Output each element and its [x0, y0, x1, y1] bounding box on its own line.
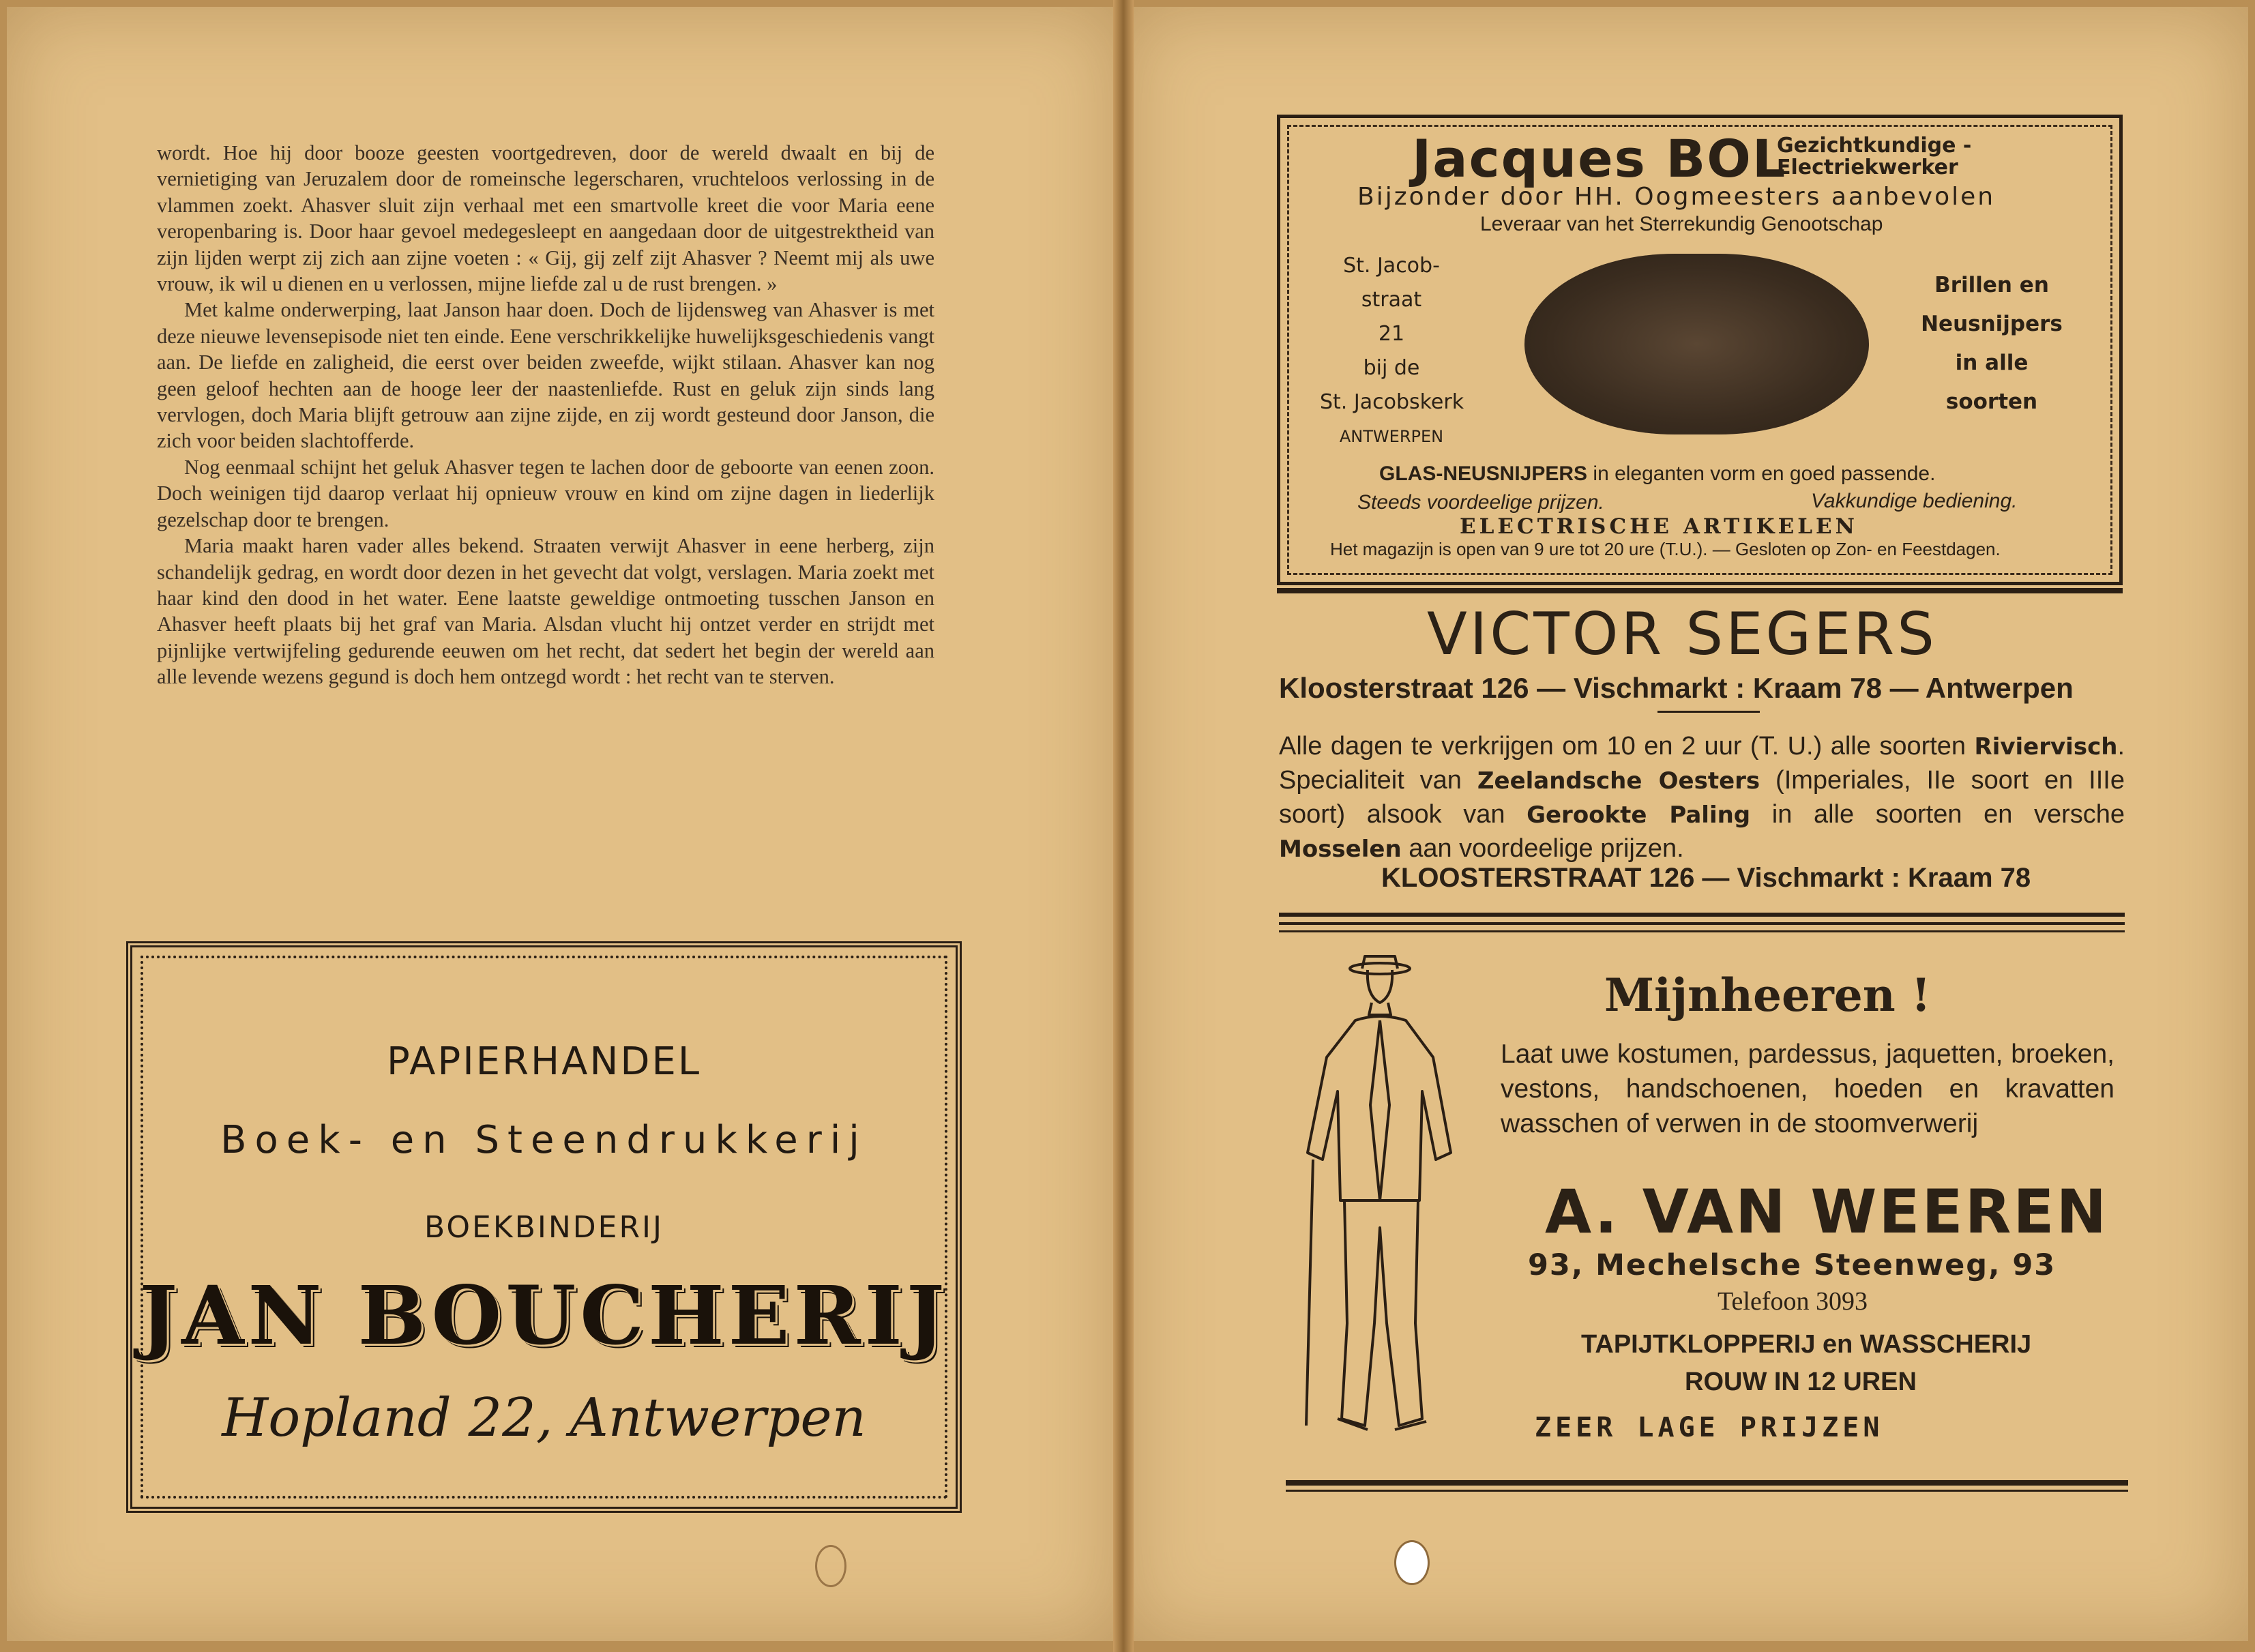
glas-rest: in eleganten vorm en goed passende.: [1587, 462, 1936, 485]
divider-rule: [1279, 913, 2125, 917]
book-spine: [1113, 0, 1134, 1652]
address-line: bij de: [1363, 356, 1420, 380]
ad-company-name: Jacques BOL: [1412, 128, 1787, 189]
divider-rule: [1279, 922, 2125, 925]
ad-address: Hopland 22, Antwerpen: [222, 1387, 866, 1449]
keyword: Mosselen: [1279, 836, 1402, 863]
ad-papierhandel: [126, 941, 962, 1513]
product-line: in alle: [1955, 351, 2029, 375]
divider-rule: [1279, 930, 2125, 932]
paragraph: wordt. Hoe hij door booze geesten voortgedreven, door de wereld dwaalt en bij de vernietiging van Jeruzalem door de romeinsche legerscharen, vruchteloos verlossing in de vlammen zoekt. Ahasver sluit zijn verhaal met een smartvolle kreet die voor Maria eene veropenbaring is. Door haar gevoel medegesleept en aangedaan door de uitgestrektheid van zijn lijden werpt zij zich aan zijne voeten : « Gij, gij zelf zijt Ahasver ? Neemt mij als uwe vrouw, ik wil u dienen en u verlossen, mijne liefde zal u de rust brengen. »: [157, 141, 934, 296]
ad-body: Laat uwe kostumen, pardessus, jaquetten, broeken, vestons, handschoenen, hoeden en kravatten wasschen of verwen in de stoomverwerij: [1501, 1039, 2114, 1138]
ad-title: Mijnheeren !: [1604, 969, 1931, 1022]
recommendation: Bijzonder door HH. Oogmeesters aanbevolen: [1357, 183, 1996, 211]
divider-rule: [1277, 588, 2123, 593]
punch-hole-left: [815, 1545, 846, 1587]
text-run: . Specialiteit van: [1279, 732, 2125, 795]
product-line: Brillen en: [1934, 273, 2049, 297]
ad-prices: ZEER LAGE PRIJZEN: [1535, 1412, 1884, 1443]
ad-footer: KLOOSTERSTRAAT 126 — Vischmarkt : Kraam 78: [1381, 863, 2031, 893]
paragraph: Met kalme onderwerping, laat Janson haar doen. Doch de lijdensweg van Ahasver is met deze nieuwe levensepisode niet ten einde. Eene verschrikkelijke huwelijksgeschiedenis vangt aan. De liefde en zaligheid, die eerst over beiden zweefde, wijkt stilaan. Ahasver kan nog geen geloof hechten aan de hooge leer der naastenliefde. Rust en geluk zijn sinds lang vervlogen, doch Maria blijft getrouw aan zijne zijde, en zij wordt gesteund door Janson, die zich voor beiden slachtofferde.: [157, 298, 934, 453]
ad-phone: Telefoon 3093: [1718, 1287, 1868, 1316]
address-line: straat: [1361, 288, 1422, 312]
text-run: in alle soorten en versche: [1750, 800, 2125, 829]
keyword: Zeelandsche Oesters: [1477, 767, 1760, 795]
prices-note: Steeds voordeelige prijzen.: [1357, 491, 1604, 514]
keyword: Riviervisch: [1974, 733, 2118, 761]
profession-line-2: Electriekwerker: [1777, 156, 1958, 179]
address-line: ANTWERPEN: [1339, 427, 1444, 446]
opening-hours: Het magazijn is open van 9 ure tot 20 ure (T.U.). — Gesloten op Zon- en Feestdagen.: [1330, 539, 2001, 559]
text-run: Alle dagen te verkrijgen om 10 en 2 uur (T. U.) alle soorten: [1279, 732, 1975, 761]
ad-subtitle: Boek- en Steendrukkerij: [220, 1118, 868, 1162]
service-note: Vakkundige bediening.: [1811, 490, 2018, 512]
product-line: soorten: [1945, 389, 2038, 414]
address-line: St. Jacobskerk: [1320, 390, 1464, 414]
ad-speed: ROUW IN 12 UREN: [1685, 1368, 1917, 1396]
ad-address: Kloosterstraat 126 — Vischmarkt : Kraam 78 — Antwerpen: [1279, 672, 2074, 704]
glas-bold: GLAS-NEUSNIJPERS: [1379, 462, 1588, 485]
text-run: (Imperiales, IIe soort en IIIe soort) alsook van: [1279, 766, 2125, 829]
paragraph: Nog eenmaal schijnt het geluk Ahasver tegen te lachen door de geboorte van eenen zoon. Doch weinigen tijd daarop verlaat hij opnieuw vrouw en kind om zijne dagen in liederlijk gezelschap door te brengen.: [157, 455, 934, 531]
address-line: 21: [1378, 322, 1405, 346]
electric-articles: ELECTRISCHE ARTIKELEN: [1460, 514, 1859, 539]
ad-address: 93, Mechelsche Steenweg, 93: [1528, 1248, 2057, 1282]
paragraph: Maria maakt haren vader alles bekend. Straaten verwijt Ahasver in eene herberg, zijn schandelijk gedrag, en wordt door dezen in het gevecht dat volgt, verslagen. Maria zoekt met haar kind den dood in het water. Eene laatste geweldige ontmoeting tusschen Janson en Ahasver heeft plaats bij het graf van Maria. Alsdan vlucht hij ontzet verder en strijdt met pijnlijke vertwijfeling gedurende eeuwen om het recht, dat sedert het begin der wereld aan alle levende wezens gegund is doch hem ontzegd wordt : het recht van te sterven.: [157, 534, 934, 689]
divider-rule: [1286, 1490, 2128, 1492]
ad-trades: TAPIJTKLOPPERIJ en WASSCHERIJ: [1581, 1330, 2032, 1359]
ad-company-name: A. VAN WEEREN: [1545, 1177, 2109, 1247]
ad-company-name: VICTOR SEGERS: [1427, 600, 1937, 668]
supplier-note: Leveraar van het Sterrekundig Genootschap: [1480, 213, 1883, 235]
gentleman-illustration: [1299, 955, 1484, 1446]
ad-company-name: JAN BOUCHERIJ: [139, 1268, 949, 1363]
small-rule: [1657, 711, 1760, 713]
ad-body: [1279, 730, 2125, 866]
article-text: [157, 140, 934, 690]
glas-line: [1379, 462, 1935, 486]
text-run: aan voordeelige prijzen.: [1401, 834, 1684, 863]
keyword: Gerookte Paling: [1527, 801, 1751, 829]
punch-hole-right: [1394, 1540, 1430, 1585]
shop-address: [1320, 249, 1463, 454]
product-line: Neusnijpers: [1921, 312, 2063, 336]
ad-bindery: BOEKBINDERIJ: [424, 1210, 664, 1245]
address-line: St. Jacob-: [1343, 254, 1440, 278]
divider-rule: [1286, 1480, 2128, 1486]
profession-line-1: Gezichtkundige -: [1777, 134, 1972, 158]
products-list: [1910, 266, 2074, 422]
ad-title: PAPIERHANDEL: [386, 1039, 702, 1084]
eyes-illustration: [1524, 254, 1869, 434]
